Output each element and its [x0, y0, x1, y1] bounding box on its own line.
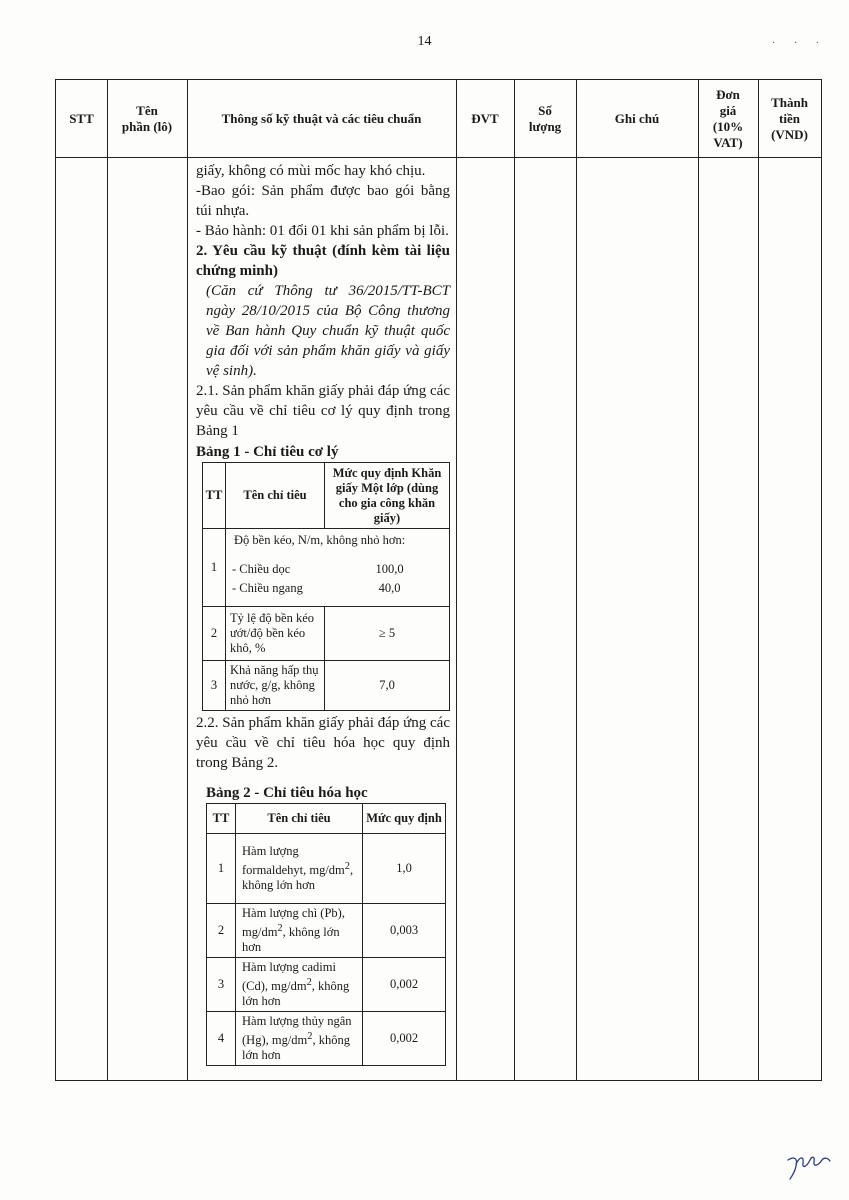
page-number: 14: [417, 34, 432, 49]
header-thanh-tien: Thành tiền (VND): [771, 94, 808, 142]
t2-name-sup: 2: [277, 923, 283, 934]
t2-row: [207, 904, 446, 958]
t1-sub-value: 100,0: [375, 562, 404, 576]
t1-row1-label: Độ bền kéo, N/m, không nhỏ hơn:: [234, 533, 406, 547]
t1-row-tt: 2: [203, 607, 226, 661]
t2-name-sup: 2: [306, 977, 312, 989]
t2-name-part: Hàm lượng formaldehyt, mg/dm: [242, 843, 345, 878]
t2-row: [207, 834, 446, 904]
t1-sub-row: [226, 558, 449, 577]
col-divider: [698, 80, 699, 1080]
t1-row-value: ≥ 5: [325, 607, 450, 661]
t1-row1-content: [226, 529, 450, 607]
item-2-1: 2.1. Sản phẩm khăn giấy phải đáp ứng các yêu cầu về chỉ tiêu cơ lý quy định trong Bảng 1: [196, 383, 450, 439]
t2-row-value: 1,0: [363, 834, 446, 904]
t1-row-value: 7,0: [325, 661, 450, 711]
t1-row-name: Tỷ lệ độ bền kéo ướt/độ bền kéo khô, %: [226, 607, 325, 661]
section2-title: 2. Yêu cầu kỹ thuật (đính kèm tài liệu chứng minh): [196, 243, 450, 279]
col-divider: [456, 80, 457, 1080]
t2-row-name: [236, 1012, 363, 1066]
t2-name-part: Hàm lượng chì (Pb), mg/dm: [242, 906, 345, 940]
t1-sub-name: - Chiều dọc: [232, 562, 291, 576]
section2-note: (Căn cứ Thông tư 36/2015/TT-BCT ngày 28/10/2015 của Bộ Công thương về Ban hành Quy chuẩn kỹ thuật quốc gia đối với sản phẩm khăn giấy và giấy vệ sinh).: [206, 283, 450, 379]
t2-name-sup: 2: [307, 1031, 313, 1043]
t2-row-value: 0,002: [363, 958, 446, 1012]
scan-specks: · · ·: [772, 38, 827, 49]
spec-column: [196, 161, 450, 1066]
col-divider: [758, 80, 759, 1080]
t2-row-tt: 2: [207, 904, 236, 958]
table2: [206, 803, 446, 1066]
t2-name-part: , không lớn hơn: [242, 1033, 350, 1063]
table2-caption: Bảng 2 - Chỉ tiêu hóa học: [206, 785, 368, 801]
t2-name-part: , không lớn hơn: [242, 925, 340, 955]
header-divider: [56, 157, 821, 158]
t2-header-tt: TT: [207, 804, 236, 834]
t1-row: [203, 529, 450, 607]
spec-line: giấy, không có mùi mốc hay khó chịu.: [196, 163, 426, 179]
t2-row-name: [236, 958, 363, 1012]
t2-name-part: , không lớn hơn: [242, 863, 354, 893]
t2-name-part: Hàm lượng cadimi (Cd), mg/dm: [242, 960, 336, 994]
header-dvt: ĐVT: [471, 110, 499, 126]
header-stt: STT: [69, 110, 94, 126]
t1-header-tt: TT: [203, 463, 226, 529]
t2-row-tt: 3: [207, 958, 236, 1012]
header-don-gia: Đơn giá (10% VAT): [712, 86, 744, 150]
col-divider: [576, 80, 577, 1080]
col-divider: [187, 80, 188, 1080]
t2-name-part: , không lớn hơn: [242, 979, 350, 1009]
spec-warranty: - Bảo hành: 01 đổi 01 khi sản phẩm bị lỗi.: [196, 223, 449, 239]
t1-header-level: Mức quy định Khăn giấy Một lớp (dùng cho gia công khăn giấy): [325, 463, 450, 529]
t2-row: [207, 1012, 446, 1066]
header-so-luong: Số lượng: [528, 102, 562, 134]
t1-sub-row: [226, 577, 449, 598]
t1-header-name: Tên chỉ tiêu: [226, 463, 325, 529]
table1-caption: Bảng 1 - Chỉ tiêu cơ lý: [196, 444, 339, 460]
t1-row-tt: 3: [203, 661, 226, 711]
signature-mark: [784, 1146, 834, 1182]
table1: [202, 462, 450, 711]
t1-row-name: Khả năng hấp thụ nước, g/g, không nhỏ hơn: [226, 661, 325, 711]
col-divider: [107, 80, 108, 1080]
t2-row-value: 0,003: [363, 904, 446, 958]
header-ghi-chu: Ghi chú: [614, 110, 660, 126]
t1-row-tt: 1: [203, 529, 226, 607]
t2-row-tt: 4: [207, 1012, 236, 1066]
t1-row: [203, 607, 450, 661]
t1-sub-value: 40,0: [378, 581, 401, 595]
t2-row-value: 0,002: [363, 1012, 446, 1066]
t2-row-name: [236, 904, 363, 958]
t1-sub-name: - Chiều ngang: [232, 581, 303, 595]
t2-header-level: Mức quy định: [363, 804, 446, 834]
header-thong-so: Thông số kỹ thuật và các tiêu chuẩn: [221, 110, 422, 126]
t2-row-name: [236, 834, 363, 904]
t2-name-part: Hàm lượng thủy ngân (Hg), mg/dm: [242, 1014, 352, 1048]
t1-row: [203, 661, 450, 711]
spec-packaging: -Bao gói: Sản phẩm được bao gói bằng túi nhựa.: [196, 183, 450, 219]
item-2-2: 2.2. Sản phẩm khăn giấy phải đáp ứng các yêu cầu về chỉ tiêu hóa học quy định trong Bảng 2.: [196, 715, 450, 771]
col-divider: [514, 80, 515, 1080]
t2-row: [207, 958, 446, 1012]
t2-header-name: Tên chỉ tiêu: [236, 804, 363, 834]
t2-row-tt: 1: [207, 834, 236, 904]
header-ten-phan: Tên phần (lô): [121, 102, 173, 134]
t2-name-sup: 2: [344, 860, 350, 872]
